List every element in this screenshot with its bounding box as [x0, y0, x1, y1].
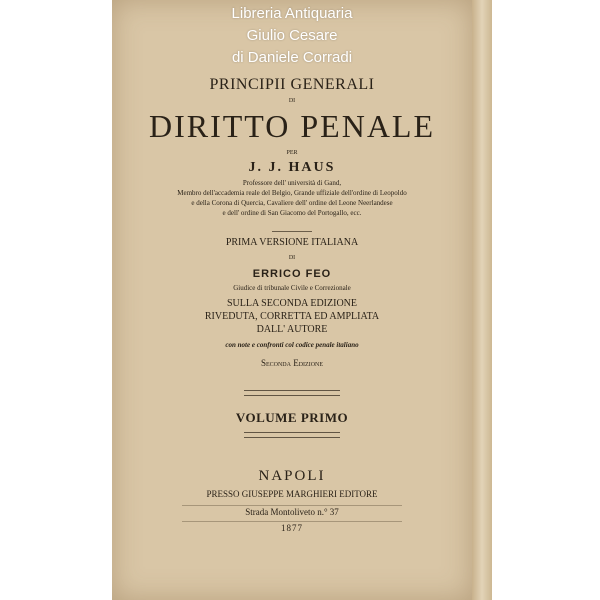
pre-title: PRINCIPII GENERALI — [209, 76, 375, 93]
address: Strada Montoliveto n.° 37 — [245, 507, 339, 517]
city: NAPOLI — [258, 468, 326, 484]
per-label: PER — [286, 150, 298, 156]
volume-label: VOLUME PRIMO — [235, 410, 349, 425]
main-title: DIRITTO PENALE — [148, 108, 436, 144]
edition-line-1: SULLA SECONDA EDIZIONE — [227, 298, 357, 309]
translator-name: ERRICO FEO — [252, 268, 332, 280]
edition-line-3: DALL' AUTORE — [256, 324, 328, 335]
edition-label: Seconda Edizione — [260, 358, 324, 368]
di-label: DI — [288, 98, 296, 104]
watermark-line-1: Libreria Antiquaria — [231, 5, 353, 22]
di-label-2: DI — [288, 255, 296, 261]
version-line: PRIMA VERSIONE ITALIANA — [225, 237, 359, 248]
watermark-line-2: Giulio Cesare — [246, 27, 338, 44]
translator-desc: Giudice di tribunale Civile e Correzionale — [233, 284, 351, 292]
author-desc-3: e della Corona di Quercia, Cavaliere dell' ordine del Leone Neerlandese — [191, 199, 393, 207]
edition-line-2: RIVEDUTA, CORRETTA ED AMPLIATA — [204, 311, 380, 322]
author-desc-4: e dell' ordine di San Giacomo del Portogallo, ecc. — [222, 209, 362, 217]
divider-rule — [272, 231, 312, 232]
author-name: J. J. HAUS — [248, 160, 336, 175]
publisher-rule — [182, 505, 402, 506]
year: 1877 — [281, 523, 303, 533]
publisher: PRESSO GIUSEPPE MARGHIERI EDITORE — [206, 489, 378, 499]
title-page — [112, 0, 472, 600]
watermark-line-3: di Daniele Corradi — [231, 49, 353, 66]
author-desc-2: Membro dell'accademia reale del Belgio, Grande uffiziale dell'ordine di Leopoldo — [177, 189, 407, 197]
ornament-rule-top — [244, 390, 340, 396]
notes-line: con note e confronti col codice penale italiano — [225, 341, 359, 349]
author-desc-1: Professore dell' università di Gand, — [242, 179, 342, 187]
ornament-rule-bottom — [244, 432, 340, 438]
address-rule — [182, 521, 402, 522]
page-edge — [472, 0, 492, 600]
